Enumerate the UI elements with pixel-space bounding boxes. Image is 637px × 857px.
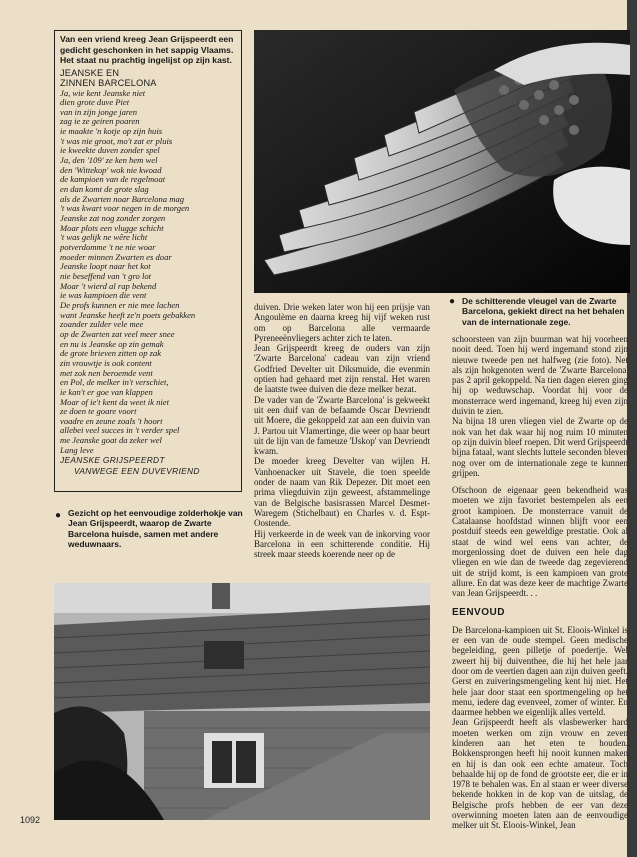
poem-line: zag ie ze geiren poaren — [60, 116, 140, 127]
poem-line: ie maakte 'n kotje op zijn huis — [60, 126, 163, 137]
article-column-middle — [254, 302, 430, 559]
poem-line: dien grote duve Piet — [60, 97, 130, 108]
poem-title-line2: ZINNEN BARCELONA — [60, 78, 157, 88]
poem-line: allebei veel succes in 't verder spel — [60, 425, 180, 436]
paragraph: De moeder kreeg Develter van wijlen H. Vanhoenacker uit Stavele, die toen speelde onder de naam van Rik Depezer. Dit moet een prima vliegduivin zijn geweest, afstammelinge van de Belgische basisrassen Marcel Desmet-Waregem (Stichelbaut) en Charles v. d. Espt-Oostende. — [254, 456, 430, 529]
poem-line: ie kan't er goe van klappen — [60, 386, 153, 397]
poem-line: Jeanske zat nog zonder zorgen — [60, 213, 166, 224]
poem-signature-2: VANWEGE EEN DUVEVRIEND — [74, 465, 200, 476]
poem-line: Moar plots een vlugge schicht — [60, 222, 164, 233]
paragraph: Na bijna 18 uren vliegen viel de Zwarte op de nok van het dak waar hij nog ruim 10 minuten op zijn duivin bleef roepen. Dit werd Grijspeerdt bijna fataal, want slechts luttele seconden bleven nog over om de internationale zege te kunnen grijpen. — [452, 416, 628, 478]
poem-line: me Jeanske goat da zeker wel — [60, 435, 162, 446]
paragraph: Ofschoon de eigenaar geen bekendheid was moeten we zijn favoriet bestempelen als een groot kampioen. De monsterrace vanuit de Catalaanse hoofdstad winnen blijft voor een postduif steeds een geweldige prestatie. Ook al staat de wind wel eens van achter, de morgenlossing doet de duiven een hele dag vliegen en wie dan de tweede dag zegevierend uit de strijd komt, is een kampioen van grote allure. En dat was deze keer de machtige Zwarte van Jean Grijspeerdt. . . — [452, 485, 628, 599]
poem-title-line1: JEANSKE EN — [60, 67, 120, 78]
paragraph: schoorsteen van zijn buurman wat hij voorheen nooit deed. Toen hij werd ingemand stond zijn nieuwe tweede pen net halfweg (zie foto). Net als zijn hokgenoten werd de 'Zwarte Barcelona' pas 2 april gekoppeld. Na tien dagen eieren ging hij op weduwschap. Voordat hij voor de monsterrace werd ingemand, kreeg hij even zijn duivin te zien. — [452, 334, 628, 417]
poem-line: van in zijn jonge jaren — [60, 106, 138, 117]
paragraph: De Barcelona-kampioen uit St. Eloois-Winkel is er een van de oude stempel. Geen medische begeleiding, geen pilletje of poedertje. Wel zweert hij bij duiventhee, die hij het hele jaar door om de veertien dagen aan zijn duiven geeft. Gerst en zuiveringsmengeling kent hij niet. Het hele jaar door staat een sportmengeling op het menu, iedere dag evenveel, zomer of winter. En daarmee hebben we eigenlijk alles verteld. — [452, 624, 628, 718]
poem-line: de kampioen van de regelmoat — [60, 174, 166, 185]
poem-line: en dan komt de grote slag — [60, 184, 149, 195]
poem-line: als de Zwarten noar Barcelona mag — [60, 193, 185, 204]
paragraph: duiven. Drie weken later won hij een prijsje van Angoulème en daarna kreeg hij vijf weken rust om op Barcelona alle vermaarde Pyreneeënvliegers achter zich te laten. — [254, 302, 430, 343]
poem-line: voadre en zeune zoals 't hoort — [60, 415, 163, 426]
poem-line: de grote brieven zitten op zak — [60, 348, 162, 359]
poem-line: Ja, wie kent Jeanske niet — [60, 87, 146, 98]
poem-line: want Jeanske heeft ze'n poets gebakken — [60, 309, 196, 320]
paragraph: De vader van de 'Zwarte Barcelona' is gekweekt uit een duif van de befaamde Oscar Devriendt uit Moere, die gekoppeld zat aan een duivin van J. Partou uit Vlamertinge, die weer op haar beurt uit de lijn van de fameuze 'IJskop' van Devriendt kwam. — [254, 394, 430, 457]
wing-photo-illustration — [254, 30, 630, 293]
poem-line: 't was kwart voor negen in de morgen — [60, 203, 190, 214]
poem-line: den 'Wittekop' wok nie kwoad — [60, 164, 162, 175]
poem-line: en nu is Jeanske op zin gemak — [60, 338, 164, 349]
bullet-icon: ● — [55, 510, 62, 521]
poem-line: 't was nie groot, mo't zat er pluis — [60, 135, 173, 146]
wing-photo — [254, 30, 630, 293]
poem-line: met zok nen beroemde vent — [60, 367, 153, 378]
page-number: 1092 — [20, 815, 41, 825]
paragraph: Jean Grijspeerdt heeft als vlasbewerker hard moeten werken om zijn vrouw en zeven kinderen aan het eten te houden. Bokkensprongen heeft hij nooit kunnen maken en hij is dan ook een echte amateur. Toch behaalde hij op de fond de grootste eer, die er in 1978 te behalen was. En al staan er weer diverse bekende hokken in de kop van de uitslag, de Belgische profs hebben de eer van deze overwinning moeten laten aan de eenvoudige melker uit St. Eloois-Winkel, Jean — [452, 717, 628, 831]
poem-line: zin vrouwtje is ook content — [60, 357, 152, 368]
poem-line: Jeanske loopt naar het kot — [60, 261, 151, 272]
paragraph: Hij verkeerde in de week van de inkorving voor Barcelona in een schitterende conditie. Hij streek maar steeds koerende neer op de — [254, 528, 430, 560]
poem-intro: Van een vriend kreeg Jean Grijspeerdt een gedicht geschonken in het sappig Vlaams. Het staat nu prachtig ingelijst op zijn kast. — [60, 34, 234, 65]
poem-body — [60, 89, 236, 456]
poem-line: 't was gelijk ne wêre licht — [60, 232, 148, 243]
bullet-icon: ● — [449, 296, 456, 307]
poem-line: nie beseffend van 't gro lot — [60, 270, 152, 281]
poem-line: Ja, den '109' ze ken hem wel — [60, 155, 158, 166]
caption-left: Gezicht op het eenvoudige zolderhokje van Jean Grijspeerdt, waarop de Zwarte Barcelona huisde, samen met andere weduwnaars. — [68, 508, 243, 549]
caption-right: De schitterende vleugel van de Zwarte Barcelona, gekiekt direct na het behalen van de internationale zege. — [462, 296, 625, 327]
poem-line: moeder minnen Zwarten es doar — [60, 251, 172, 262]
poem-line: potverdomme 't ne nie woar — [60, 242, 156, 252]
poem-line: Lang leve — [60, 444, 94, 455]
poem-box — [54, 30, 242, 492]
paragraph: Jean Grijspeerdt kreeg de ouders van zijn 'Zwarte Barcelona' cadeau van zijn vriend Godfried Develter uit Diksmuide, die evenmin optien had gehaard met zijn renstal. Het waren de laatste twee duiven die deze melker bezat. — [254, 343, 430, 395]
poem-signature-1: JEANSKE GRIJSPEERDT — [60, 455, 165, 466]
article-column-right — [452, 334, 628, 831]
poem-line: Moar 't wierd al rap bekend — [60, 280, 157, 291]
poem-line: zoander zulder vele mee — [60, 319, 144, 330]
poem-line: Moar of ie't kent da weet ik niet — [60, 396, 169, 407]
poem-line: en Pol, de melker in't verschiet, — [60, 377, 169, 388]
poem-line: op de Zwarten zat veel meer snee — [60, 328, 175, 339]
house-photo — [54, 583, 430, 820]
poem-line: ie kweekte duven zonder spel — [60, 145, 160, 156]
house-photo-illustration — [54, 583, 430, 820]
section-heading: EENVOUD — [452, 607, 505, 619]
poem-line: ze doen te goare voort — [60, 406, 137, 417]
poem-line: De profs kunnen er nie mee lachen — [60, 299, 180, 310]
poem-line: ie was kampioen die vent — [60, 290, 147, 301]
